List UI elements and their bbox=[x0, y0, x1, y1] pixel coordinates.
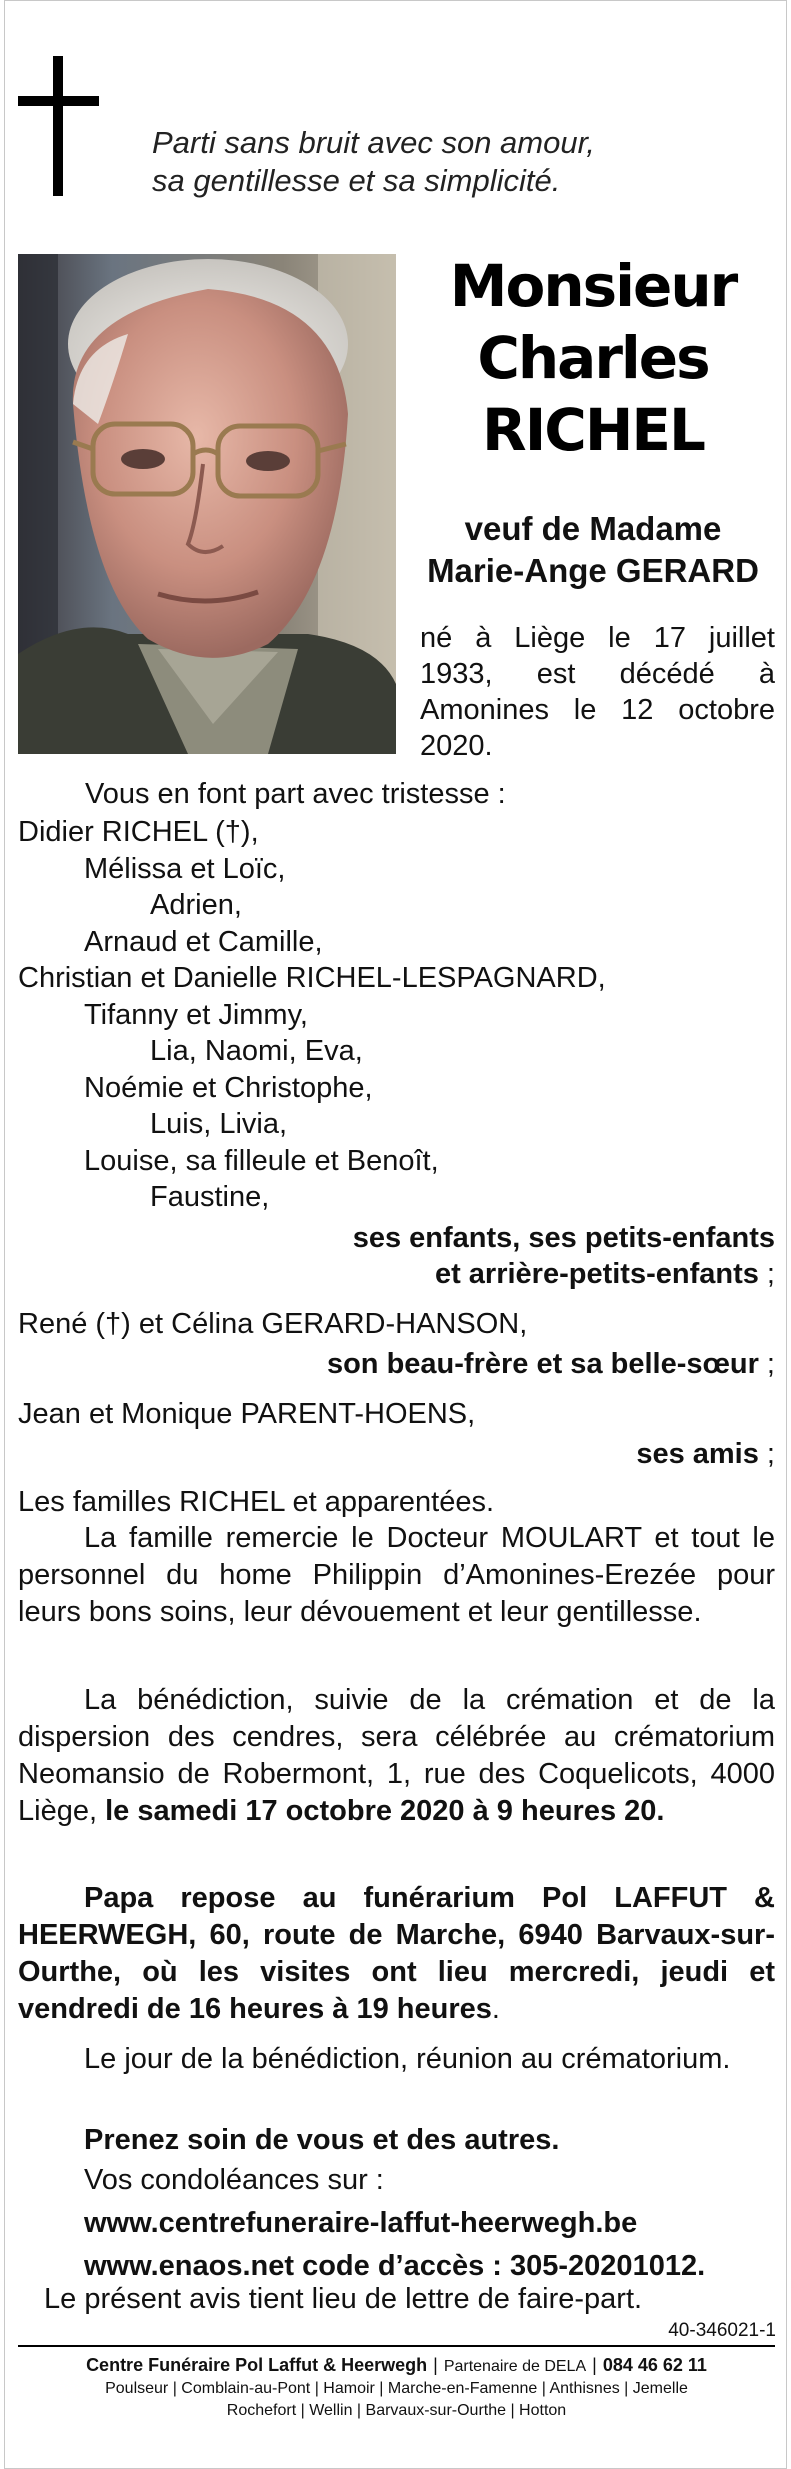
children-label: ses enfants, ses petits-enfants bbox=[352, 1222, 775, 1254]
footer-company-line: Centre Funéraire Pol Laffut & Heerwegh | Partenaire de DELA | 084 46 62 11 bbox=[86, 2355, 707, 2375]
deceased-name: Monsieur Charles RICHEL bbox=[449, 252, 737, 464]
inlaws-label: son beau-frère et sa belle-sœur ; bbox=[326, 1348, 775, 1380]
family-member: Noémie et Christophe, bbox=[84, 1072, 373, 1104]
viewing-paragraph: Papa repose au funérarium Pol LAFFUT & HEERWEGH, 60, route de Marche, 6940 Barvaux-sur-Ourthe, où les visites ont lieu mercredi, jeudi et vendredi de 16 heures à 19 heures. bbox=[18, 1882, 775, 2025]
meeting-paragraph: Le jour de la bénédiction, réunion au crématorium. bbox=[84, 2043, 731, 2075]
family-member: Louise, sa filleule et Benoît, bbox=[84, 1145, 439, 1177]
birth-death-details: né à Liège le 17 juillet 1933, est décédé à Amonines le 12 octobre 2020. bbox=[420, 622, 775, 762]
condolences-line: Vos condoléances sur : bbox=[84, 2164, 384, 2196]
family-member: Lia, Naomi, Eva, bbox=[150, 1035, 363, 1067]
grandchildren-label: et arrière-petits-enfants ; bbox=[434, 1258, 775, 1290]
enaos-code: www.enaos.net code d’accès : 305-20201012. bbox=[84, 2250, 706, 2282]
inlaws-names: René (†) et Célina GERARD-HANSON, bbox=[18, 1308, 528, 1340]
family-member: Arnaud et Camille, bbox=[84, 926, 323, 958]
family-member: Tifanny et Jimmy, bbox=[84, 999, 308, 1031]
family-member: Adrien, bbox=[150, 889, 242, 921]
portrait-image bbox=[18, 254, 396, 754]
footer-locations: Poulseur | Comblain-au-Pont | Hamoir | Marche-en-Famenne | Anthisnes | Jemelle bbox=[105, 2380, 688, 2397]
footer-locations: Rochefort | Wellin | Barvaux-sur-Ourthe | Hotton bbox=[226, 2402, 567, 2419]
friends-names: Jean et Monique PARENT-HOENS, bbox=[18, 1398, 476, 1430]
website-link[interactable]: www.centrefuneraire-laffut-heerwegh.be bbox=[84, 2207, 638, 2239]
footer-divider bbox=[18, 2345, 775, 2347]
thanks-paragraph: La famille remercie le Docteur MOULART et tout le personnel du home Philippin d’Amonines-Erezée pour leurs bons soins, leur dévouement et leur gentillesse. bbox=[18, 1522, 775, 1628]
families-line: Les familles RICHEL et apparentées. bbox=[18, 1486, 495, 1518]
ceremony-paragraph: La bénédiction, suivie de la crémation et de la dispersion des cendres, sera célébrée au crématorium Neomansio de Robermont, 1, rue des Coquelicots, 4000 Liège, le samedi 17 octobre 2020 à 9 heures 20. bbox=[18, 1684, 775, 1827]
family-member: Didier RICHEL (†), bbox=[18, 816, 259, 848]
widow-of: veuf de Madame Marie-Ange GERARD bbox=[427, 510, 759, 589]
family-member: Luis, Livia, bbox=[150, 1108, 288, 1140]
announcement-intro: Vous en font part avec tristesse : bbox=[85, 778, 506, 810]
family-member: Christian et Danielle RICHEL-LESPAGNARD, bbox=[18, 962, 606, 994]
friends-label: ses amis ; bbox=[636, 1438, 775, 1470]
care-line: Prenez soin de vous et des autres. bbox=[84, 2124, 560, 2156]
family-member: Mélissa et Loïc, bbox=[84, 853, 286, 885]
faire-part-notice: Le présent avis tient lieu de lettre de faire-part. bbox=[44, 2283, 643, 2315]
reference-number: 40-346021-1 bbox=[668, 2320, 776, 2341]
epitaph-quote: Parti sans bruit avec son amour, sa gentillesse et sa simplicité. bbox=[152, 125, 595, 198]
family-member: Faustine, bbox=[150, 1181, 270, 1213]
portrait-photo bbox=[18, 254, 396, 754]
